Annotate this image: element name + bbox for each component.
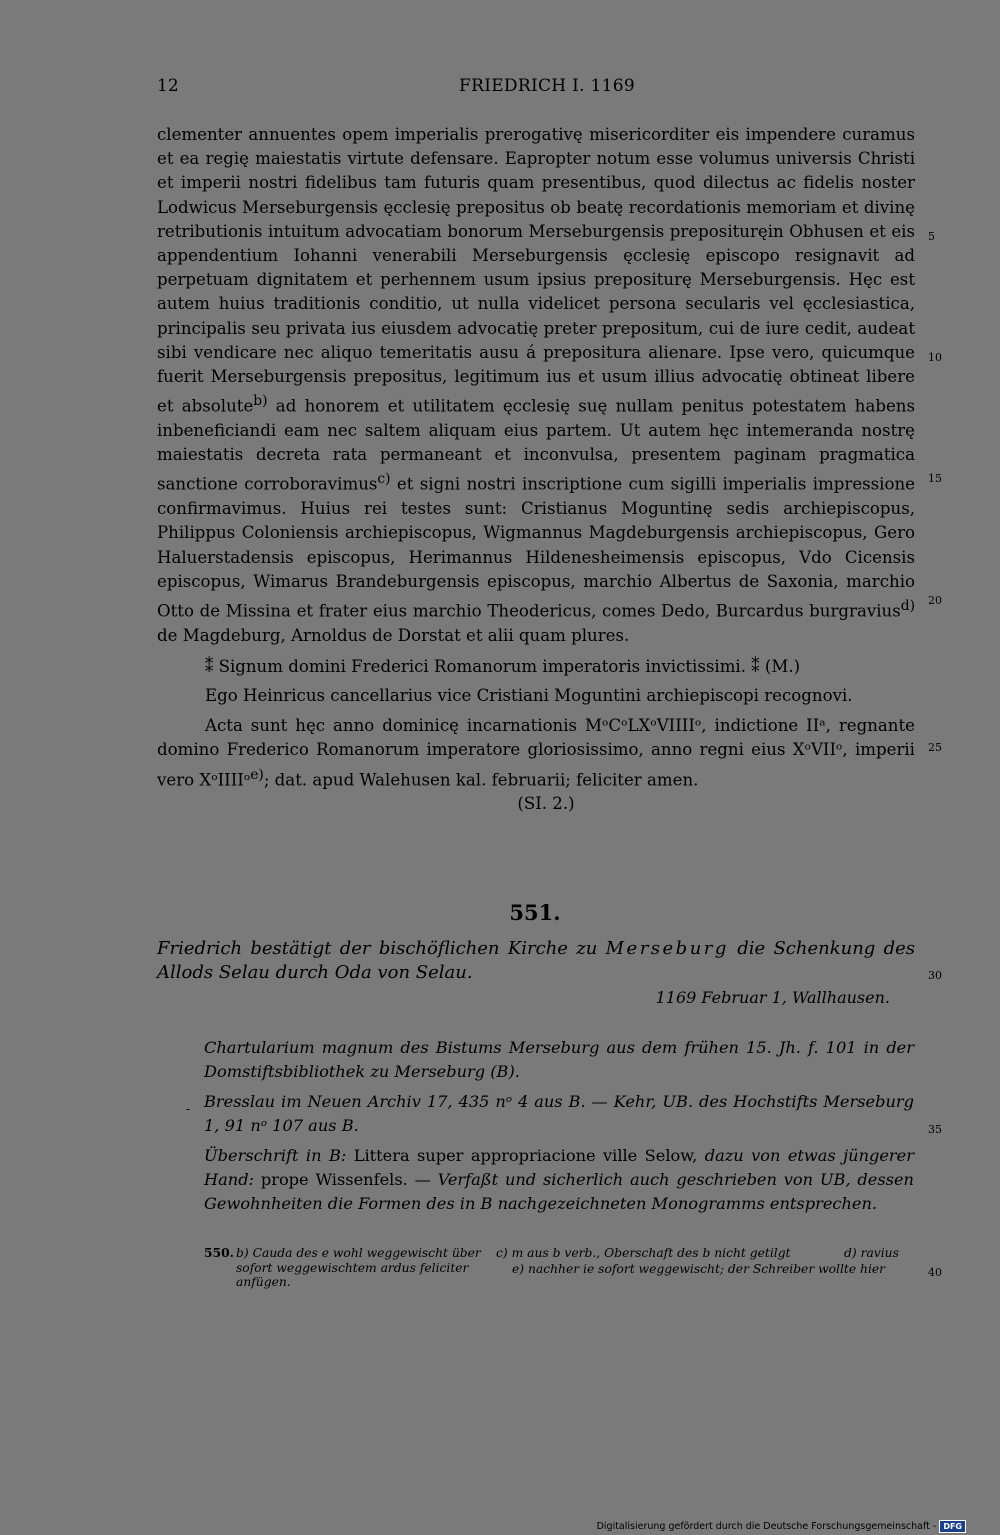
footnote-marker-c: c) [377,471,391,488]
line-number: 30 [928,969,942,982]
footnote-b: b) Cauda des e wohl weggewischt über sofort weggewischtem ardus feliciter anfügen. [236,1246,481,1290]
footnote-marker-e: e) [250,766,264,783]
margin-mark: - [186,1102,191,1116]
hand-note: dazu von etwas jüngerer Hand: [204,1146,914,1189]
document-number: 551. [509,900,561,925]
dating-text-end: ; dat. apud Walehusen kal. februarii; feliciter amen. [263,770,699,790]
charter-text-part-3: et signi nostri inscriptione cum sigilli imperialis impressione confirmavimus. Huius rei testes sunt: Cristianus Moguntinę sedis archiepiscopus, Philippus Coloniensis archiepiscopus, Wigmannus Magdeburgensis archiepiscopus, Gero Haluerstadensis episcopus, Herimannus Hildenesheimensis episcopus, Vdo Cicensis episcopus, Wimarus Brandeburgensis episcopus, marchio Albertus de Saxonia, marchio Otto de Missina et frater eius marchio Theodericus, comes Dedo, Burcardus burgravius [157,474,915,621]
dating-clause [157,714,915,792]
charter-main-paragraph [157,123,915,648]
footnote-doc-ref: 550. [204,1245,234,1260]
dfg-logo: DFG [939,1520,966,1533]
dating-text: Acta sunt hęc anno dominicę incarnationis MᵒCᵒLXᵒVIIIIᵒ, indictione IIᵃ, regnante domino Frederico Romanorum imperatore gloriosissimo, anno regni eius XᵒVIIᵒ, imperii vero XᵒIIIIᵒ [157,716,915,790]
line-number: 15 [928,472,942,485]
charter-text-part-4: de Magdeburg, Arnoldus de Dorstat et alii quam plures. [157,625,630,645]
footnote-c: c) m aus b verb., Oberschaft des b nicht getilgt [496,1246,791,1260]
line-number: 20 [928,594,942,607]
charter-text [157,123,915,817]
digitization-footer [597,1520,966,1533]
regest-place-spaced: Merseburg [605,938,729,959]
source-note: Chartularium magnum des Bistums Merseburg aus dem frühen 15. Jh. f. 101 in der Domstiftsbibliothek zu Merseburg (B). [204,1038,914,1081]
line-number: 5 [928,230,935,243]
recognition-line: Ego Heinricus cancellarius vice Cristiani Moguntini archiepiscopi recognovi. [205,686,853,706]
authorship-remark: Verfaßt und sicherlich auch geschrieben von UB, dessen Gewohnheiten die Formen des in B nachgezeichneten Monogramms entsprechen. [204,1170,914,1213]
regest-text-b: die Schenkung des Allods Selau durch Oda von Selau. [157,938,916,983]
charter-text-part-2: ad honorem et utilitatem ęcclesię suę nullam penitus potestatem habens inbeneficiandi eam nec saltem aliquam eius partem. Ut autem hęc intemeranda nostrę maiestatis decreta rata permaneant et inconvulsa, presentem paginam pragmatica sanctione corroboravimus [157,396,915,494]
footnote-marker-d: d) [900,597,915,614]
remarks-note [204,1144,914,1216]
heading-label: Überschrift in B: [204,1146,347,1165]
footnote-marker-b: b) [253,393,268,410]
footnote-e: e) nachher ie sofort weggewischt; der Schreiber wollte hier [512,1262,886,1276]
line-number: 35 [928,1123,942,1136]
date-place: 1169 Februar 1, Wallhausen. [655,988,890,1007]
hand-text: prope Wissenfels. — [254,1170,438,1189]
editions-note: Bresslau im Neuen Archiv 17, 435 nᵒ 4 aus B. — Kehr, UB. des Hochstifts Merseburg 1, 91 nᵒ 107 aus B. [204,1092,914,1135]
seal-note: (SI. 2.) [517,794,575,814]
running-title: FRIEDRICH I. 1169 [459,76,635,96]
footnote-d: d) ravius [844,1246,899,1260]
heading-text: Littera super appropriacione ville Selow, [346,1146,705,1165]
page-header [157,76,912,102]
footer-text: Digitalisierung gefördert durch die Deutsche Forschungsgemeinschaft - [596,1521,937,1532]
charter-text-part-1: clementer annuentes opem imperialis prerogativę misericorditer eis impendere curamus et ea regię maiestatis virtute defensare. Eapropter notum esse volumus universis Christi et imperii nostri fidelibus tam futuris quam presentibus, quod dilectus ac fidelis noster Lodwicus Merseburgensis ęcclesię prepositus ob beatę recordationis memoriam et divinę retributionis intuitum advocatiam bonorum Merseburgensis preposituręin Obhusen et eis appendentium Iohanni venerabili Merseburgensis ęcclesię episcopo resignavit ad perpetuam dignitatem et perhennem usum ipsius prepositurę Merseburgensis. Hęc est autem huius traditionis conditio, ut nulla videlicet persona secularis vel ęcclesiastica, principalis seu privata ius eiusdem advocatię preter prepositum, cui de iure cedit, audeat sibi vendicare nec aliquo temeritatis ausu á prepositura alienare. Ipse vero, quicumque fuerit Merseburgensis prepositus, legitimum ius et usum illius advocatię obtineat libere et absolute [157,125,915,416]
line-number: 10 [928,351,942,364]
page-number: 12 [157,76,179,96]
signum-line: ⁑ Signum domini Frederici Romanorum imperatoris invictissimi. ⁑ (M.) [205,656,801,676]
regest-text-a: Friedrich bestätigt der bischöflichen Kirche zu [157,938,606,959]
regest-summary [157,937,915,985]
line-number: 25 [928,741,942,754]
line-number: 40 [928,1266,942,1279]
critical-apparatus [204,1036,914,1222]
